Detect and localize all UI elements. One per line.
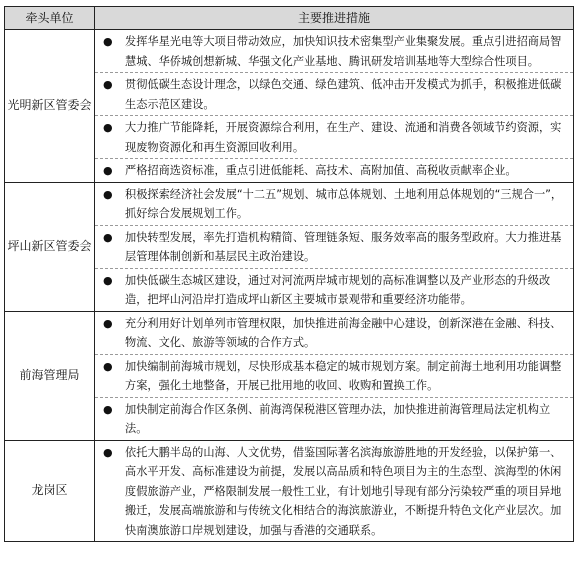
measure-text: 大力推广节能降耗，开展资源综合利用，在生产、建设、流通和消费各领域节约资源，实现废物资源化和再生资源回收利用。 [125, 121, 562, 154]
measure-item [95, 441, 573, 542]
measure-item [95, 312, 573, 355]
header-measures: 主要推进措施 [95, 7, 574, 30]
measure-text: 加快制定前海合作区条例、前海湾保税港区管理办法，加快推进前海管理局法定机构立法。 [125, 402, 551, 435]
bullet-icon: ● [103, 121, 113, 134]
bullet-icon: ● [103, 445, 113, 459]
bullet-icon: ● [103, 402, 113, 416]
bullet-icon: ● [103, 359, 113, 373]
table-row [5, 30, 574, 183]
bullet-icon: ● [103, 187, 113, 201]
measure-text: 加快低碳生态城区建设，通过对河流两岸城市规划的高标准调整以及产业形态的升级改造，把坪山河沿岸打造成坪山新区主要城市景观带和重要经济功能带。 [125, 273, 551, 306]
measure-text: 加快编制前海城市规划，尽快形成基本稳定的城市规划方案。制定前海土地利用功能调整方案，强化土地整备，开展已批用地的收回、收购和置换工作。 [125, 359, 562, 392]
measure-item [95, 30, 573, 73]
measures-cell [95, 311, 574, 440]
measures-cell [95, 440, 574, 542]
measure-item [95, 355, 573, 398]
bullet-icon: ● [103, 35, 113, 48]
bullet-icon: ● [103, 316, 113, 330]
measure-item [95, 269, 573, 311]
measure-item [95, 159, 573, 182]
lead-unit-cell: 前海管理局 [5, 311, 95, 440]
table-row [5, 182, 574, 311]
table-row [5, 311, 574, 440]
header-row [5, 7, 574, 30]
measure-item [95, 226, 573, 269]
measure-item [95, 398, 573, 440]
measure-text: 依托大鹏半岛的山海、人文优势，借鉴国际著名滨海旅游胜地的开发经验，以保护第一、高水平开发、高标准建设为前提，发展以高品质和特色项目为主的生态型、滨海型的休闲度假旅游产业，严格限制发展一般性工业，有计划地引导现有部分污染较严重的项目异地搬迁，发展高端旅游和与传统文化相结合的海滨旅游业，不断提升特色文化产业层次。加快南澳旅游口岸规划建设，加强与香港的交通联系。 [125, 445, 562, 537]
lead-unit-cell: 龙岗区 [5, 440, 95, 542]
measures-table [4, 6, 574, 542]
measure-text: 严格招商选资标准，重点引进低能耗、高技术、高附加值、高税收贡献率企业。 [125, 164, 517, 177]
measure-text: 积极探索经济社会发展“十二五”规划、城市总体规划、土地利用总体规划的“三规合一”，抓好综合发展规划工作。 [125, 187, 563, 220]
measure-text: 充分利用好计划单列市管理权限，加快推进前海金融中心建设，创新深港在金融、科技、物流、文化、旅游等领域的合作方式。 [125, 316, 562, 349]
header-unit: 牵头单位 [5, 7, 95, 30]
measure-text: 加快转型发展，率先打造机构精简、管理链条短、服务效率高的服务型政府。大力推进基层管理体制创新和基层民主政治建设。 [125, 230, 562, 263]
measure-item [95, 183, 573, 226]
measure-item [95, 73, 573, 116]
measure-text: 发挥华星光电等大项目带动效应，加快知识技术密集型产业集聚发展。重点引进招商局智慧城、华侨城创想新城、华强文化产业基地、腾讯研发培训基地等大型综合性项目。 [125, 35, 562, 68]
lead-unit-cell: 光明新区管委会 [5, 30, 95, 183]
measure-text: 贯彻低碳生态设计理念，以绿色交通、绿色建筑、低冲击开发模式为抓手，积极推进低碳生态示范区建设。 [125, 78, 562, 111]
measures-cell [95, 30, 574, 183]
measure-item [95, 116, 573, 159]
lead-unit-cell: 坪山新区管委会 [5, 182, 95, 311]
bullet-icon: ● [103, 230, 113, 244]
table-row [5, 440, 574, 542]
bullet-icon: ● [103, 78, 113, 91]
measures-cell [95, 182, 574, 311]
bullet-icon: ● [103, 273, 113, 287]
bullet-icon: ● [103, 164, 113, 177]
